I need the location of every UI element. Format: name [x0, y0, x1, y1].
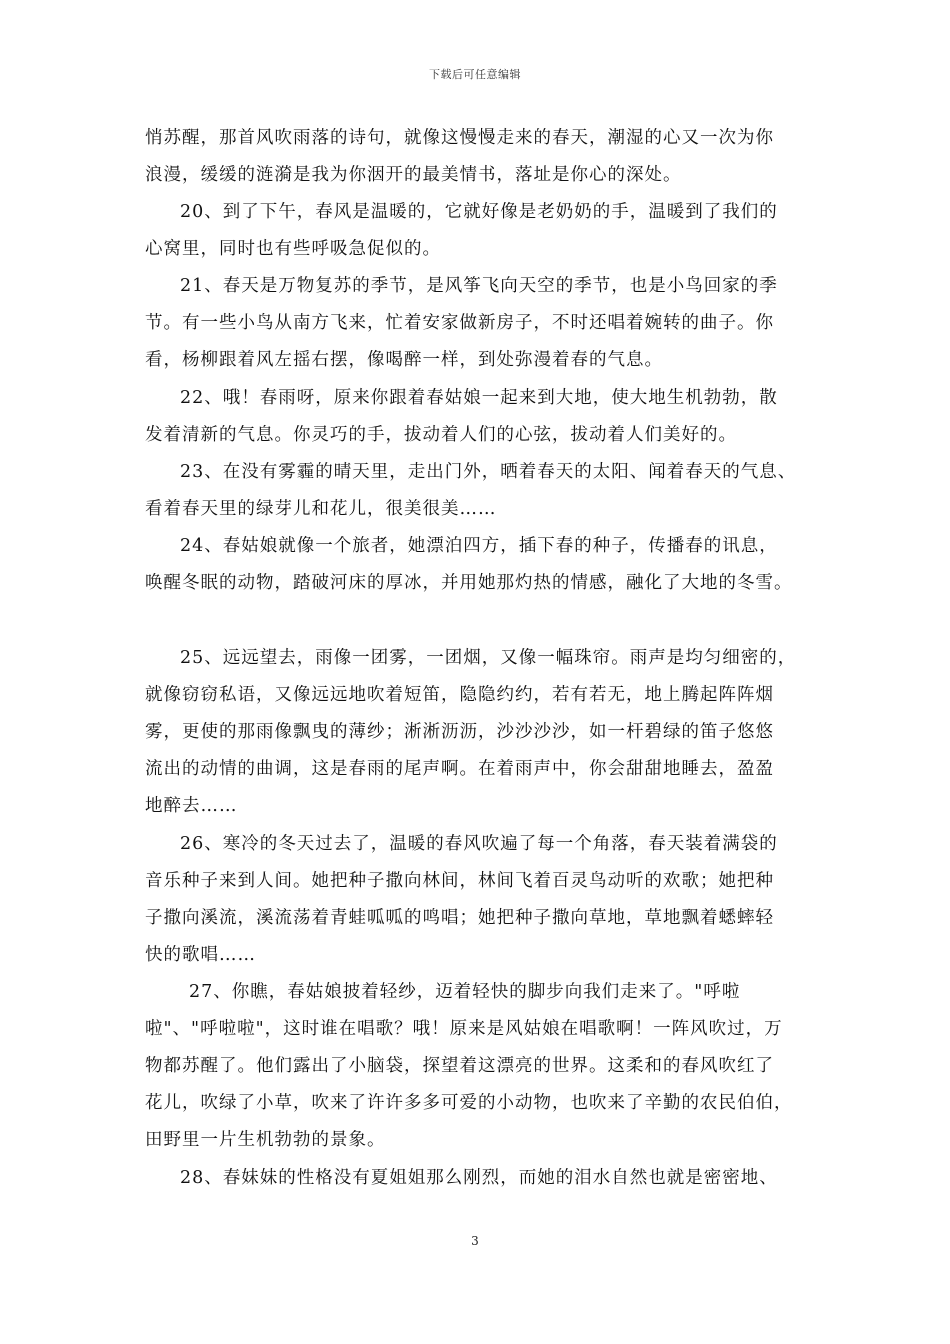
text-line: 快的歌唱……: [145, 945, 256, 965]
text-line: 唤醒冬眠的动物，踏破河床的厚冰，并用她那灼热的情感，融化了大地的冬雪。: [145, 573, 793, 593]
text-line: 啦"、"呼啦啦"，这时谁在唱歌？哦！原来是风姑娘在唱歌啊！一阵风吹过，万: [145, 1019, 783, 1039]
page-header: 下载后可任意编辑: [429, 68, 521, 81]
text-line: 雾，更使的那雨像飘曳的薄纱；淅淅沥沥，沙沙沙沙，如一杆碧绿的笛子悠悠: [145, 722, 774, 742]
text-line: 看，杨柳跟着风左摇右摆，像喝醉一样，到处弥漫着春的气息。: [145, 350, 663, 370]
page-number: 3: [471, 1234, 479, 1248]
paragraph-26-line: 26、寒冷的冬天过去了，温暖的春风吹遍了每一个角落，春天装着满袋的: [180, 834, 778, 854]
paragraph-28-line: 28、春妹妹的性格没有夏姐姐那么刚烈，而她的泪水自然也就是密密地、: [180, 1168, 778, 1188]
paragraph-21-line: 21、春天是万物复苏的季节，是风筝飞向天空的季节，也是小鸟回家的季: [180, 276, 778, 296]
text-line: 花儿，吹绿了小草，吹来了许许多多可爱的小动物，也吹来了辛勤的农民伯伯，: [145, 1093, 793, 1113]
text-line: 心窝里，同时也有些呼吸急促似的。: [145, 239, 441, 259]
text-line: 田野里一片生机勃勃的景象。: [145, 1130, 386, 1150]
text-line: 悄苏醒，那首风吹雨落的诗句，就像这慢慢走来的春天，潮湿的心又一次为你: [145, 128, 774, 148]
text-line: 地醉去……: [145, 796, 238, 816]
text-line: 看着春天里的绿芽儿和花儿，很美很美……: [145, 499, 497, 519]
text-line: 物都苏醒了。他们露出了小脑袋，探望着这漂亮的世界。这柔和的春风吹红了: [145, 1056, 774, 1076]
paragraph-20-line: 20、到了下午，春风是温暖的，它就好像是老奶奶的手，温暖到了我们的: [180, 202, 778, 222]
paragraph-23-line: 23、在没有雾霾的晴天里，走出门外，晒着春天的太阳、闻着春天的气息、: [180, 462, 797, 482]
paragraph-22-line: 22、哦！春雨呀，原来你跟着春姑娘一起来到大地，使大地生机勃勃，散: [180, 388, 778, 408]
paragraph-25-line: 25、远远望去，雨像一团雾，一团烟，又像一幅珠帘。雨声是均匀细密的，: [180, 648, 797, 668]
paragraph-24-line: 24、春姑娘就像一个旅者，她漂泊四方，插下春的种子，传播春的讯息，: [180, 536, 778, 556]
text-line: 子撒向溪流，溪流荡着青蛙呱呱的鸣唱；她把种子撒向草地，草地飘着蟋蟀轻: [145, 908, 774, 928]
text-line: 浪漫，缓缓的涟漪是我为你洇开的最美情书，落址是你心的深处。: [145, 165, 682, 185]
text-line: 流出的动情的曲调，这是春雨的尾声啊。在着雨声中，你会甜甜地睡去，盈盈: [145, 759, 774, 779]
paragraph-27-line: 27、你瞧，春姑娘披着轻纱，迈着轻快的脚步向我们走来了。"呼啦: [189, 982, 741, 1002]
text-line: 发着清新的气息。你灵巧的手，拔动着人们的心弦，拔动着人们美好的。: [145, 425, 737, 445]
text-line: 节。有一些小鸟从南方飞来，忙着安家做新房子，不时还唱着婉转的曲子。你: [145, 313, 774, 333]
text-line: 就像窃窃私语，又像远远地吹着短笛，隐隐约约，若有若无，地上腾起阵阵烟: [145, 685, 774, 705]
text-line: 音乐种子来到人间。她把种子撒向林间，林间飞着百灵鸟动听的欢歌；她把种: [145, 871, 774, 891]
